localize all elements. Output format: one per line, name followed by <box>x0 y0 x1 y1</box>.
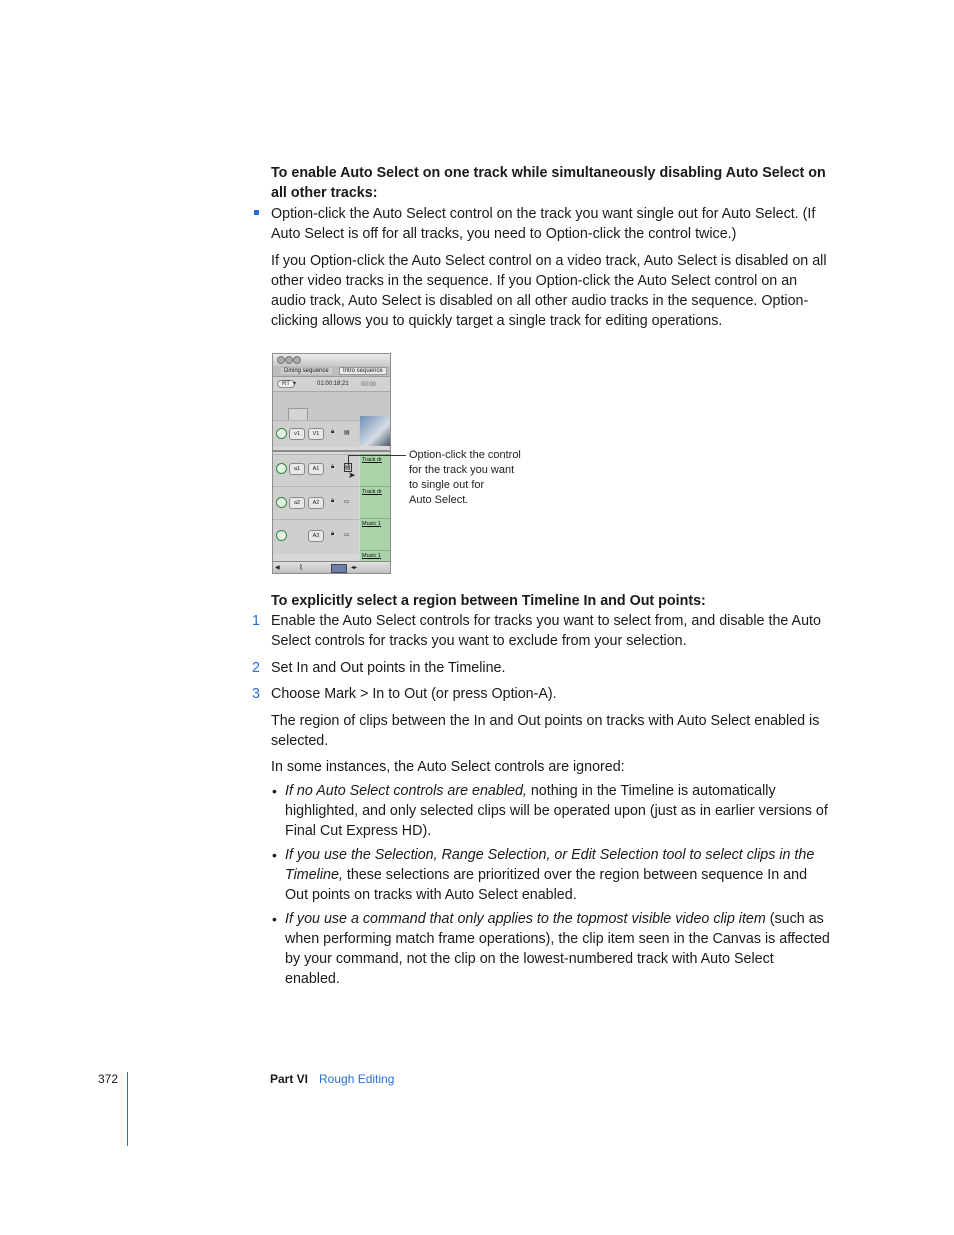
zoom-icon <box>293 356 301 364</box>
step-number: 1 <box>252 613 260 629</box>
destination-control-a1[interactable]: A1 <box>308 463 324 475</box>
list-item-emphasis: If you use a command that only applies to the topmost visible video clip item <box>285 911 766 927</box>
timeline-screenshot <box>272 353 391 574</box>
bullet-option-click: Option-click the Auto Select control on the track you want single out for Auto Select. (If Auto Select is off for all tracks, you need to Option-click the control twice.) <box>271 206 816 242</box>
step-text: Choose Mark > In to Out (or press Option-A). <box>271 686 557 702</box>
source-control-a2[interactable]: a2 <box>289 497 305 509</box>
video-audio-divider <box>273 450 390 452</box>
tab-dining-sequence[interactable]: Dining sequence <box>281 368 332 374</box>
step-text: Set In and Out points in the Timeline. <box>271 660 506 676</box>
sequence-tabs <box>273 366 390 377</box>
callout-line: for the track you want <box>409 464 515 476</box>
lock-icon[interactable]: 🔒︎ <box>331 464 335 470</box>
list-item-text: (such as when performing match frame operations), the clip item seen in the Canvas is affected by your command, not the clip on the lowest-numbered track with Auto Select enabled. <box>285 911 830 987</box>
destination-control-a2[interactable]: A2 <box>308 497 324 509</box>
list-item-text: nothing in the Timeline is automatically highlighted, and only selected clips will be operated upon (just as in earlier versions of Final Cut Express HD). <box>285 783 828 839</box>
chevron-down-icon: ▾ <box>293 381 297 387</box>
destination-control-v1[interactable]: V1 <box>308 428 324 440</box>
paragraph-controls-ignored: In some instances, the Auto Select controls are ignored: <box>271 759 625 775</box>
step-number: 2 <box>252 660 260 676</box>
source-control-v1[interactable]: v1 <box>289 428 305 440</box>
figure-callout <box>409 448 549 508</box>
clip-label: Music 1 <box>362 521 381 527</box>
auto-select-control-v1[interactable]: ▤ <box>344 430 350 436</box>
audio-clip[interactable] <box>360 454 390 487</box>
clip-label: Track dr <box>362 489 382 495</box>
lock-icon[interactable]: 🔒︎ <box>331 531 335 537</box>
callout-leader-tick <box>348 455 349 465</box>
tab-intro-sequence[interactable]: Intro sequence <box>339 367 387 375</box>
paragraph-region-selected: The region of clips between the In and Out points on tracks with Auto Select enabled is selected. <box>271 713 820 749</box>
track-a2 <box>273 486 359 519</box>
footer-rule <box>127 1072 128 1146</box>
audio-speaker-icon[interactable] <box>276 463 287 474</box>
source-control-a1[interactable]: a1 <box>289 463 305 475</box>
step-text: Enable the Auto Select controls for tracks you want to select from, and disable the Auto Select controls for tracks you want to exclude from your selection. <box>271 613 821 649</box>
scroll-left-icon[interactable]: ◂▸ <box>351 565 358 571</box>
clip-label: Track dr <box>362 457 382 463</box>
track-a3 <box>273 519 359 554</box>
audio-clip[interactable] <box>360 486 390 519</box>
zoom-slider[interactable] <box>331 564 347 573</box>
auto-select-control-a1[interactable]: ▤ <box>345 465 351 471</box>
track-v1 <box>273 420 359 447</box>
lock-icon[interactable]: 🔒︎ <box>331 498 335 504</box>
list-item <box>285 845 830 905</box>
rt-menu[interactable]: RT <box>277 380 295 388</box>
timeline-bottom-bar <box>273 561 390 574</box>
callout-leader-line <box>348 455 406 456</box>
timecode-field[interactable]: 01:00:18;21 <box>317 381 349 387</box>
timeline-controls <box>273 377 390 392</box>
list-item <box>285 909 830 989</box>
ruler-label: 00:00 <box>361 382 377 388</box>
auto-select-control-a2[interactable]: ▭ <box>344 499 350 505</box>
bullet-dot: • <box>272 911 277 927</box>
paragraph-option-click-detail: If you Option-click the Auto Select control on a video track, Auto Select is disabled on all other video tracks in the sequence. If you Option-click the Auto Select control on an audio track, Auto Select is disabled on all other audio tracks in the sequence. Option-clicking allows you to quickly target a single track for editing operations. <box>271 253 827 329</box>
callout-line: Auto Select. <box>409 494 469 506</box>
pointer-cursor-icon: ➤ <box>348 470 356 480</box>
lock-icon[interactable]: 🔒︎ <box>331 429 335 435</box>
heading-select-region: To explicitly select a region between Timeline In and Out points: <box>271 593 706 609</box>
audio-meter-icon[interactable]: ◀︎ <box>275 565 280 571</box>
list-item-emphasis: If you use the Selection, Range Selection, or Edit Selection tool to select clips in the Timeline, <box>285 847 815 883</box>
footer-chapter-title: Rough Editing <box>319 1072 395 1086</box>
callout-line: Option-click the control <box>409 449 521 461</box>
audio-clip[interactable] <box>360 518 390 551</box>
bullet-dot: • <box>272 783 277 799</box>
video-clip-thumbnail[interactable] <box>360 416 390 446</box>
close-icon <box>277 356 285 364</box>
auto-select-control-a3[interactable]: ▭ <box>344 532 350 538</box>
list-item-text: these selections are prioritized over the region between sequence In and Out points on tracks with Auto Select enabled. <box>285 867 808 903</box>
footer-part: Part VI <box>270 1072 309 1086</box>
heading-auto-select-one-track: To enable Auto Select on one track while simultaneously disabling Auto Select on all other tracks: <box>271 165 826 201</box>
clip-label: Music 1 <box>362 553 381 559</box>
bullet-marker <box>254 210 259 215</box>
step-number: 3 <box>252 686 260 702</box>
track-a1 <box>273 454 359 486</box>
audio-speaker-icon[interactable] <box>276 497 287 508</box>
callout-line: to single out for <box>409 479 485 491</box>
bullet-dot: • <box>272 847 277 863</box>
destination-control-a3[interactable]: A3 <box>308 530 324 542</box>
track-visibility-icon[interactable] <box>276 428 287 439</box>
list-item <box>285 781 830 841</box>
audio-speaker-icon[interactable] <box>276 530 287 541</box>
page-number: 372 <box>98 1072 119 1086</box>
list-item-emphasis: If no Auto Select controls are enabled, <box>285 783 527 799</box>
clip-overlays-icon[interactable]: ⌇ <box>299 563 303 572</box>
minimize-icon <box>285 356 293 364</box>
